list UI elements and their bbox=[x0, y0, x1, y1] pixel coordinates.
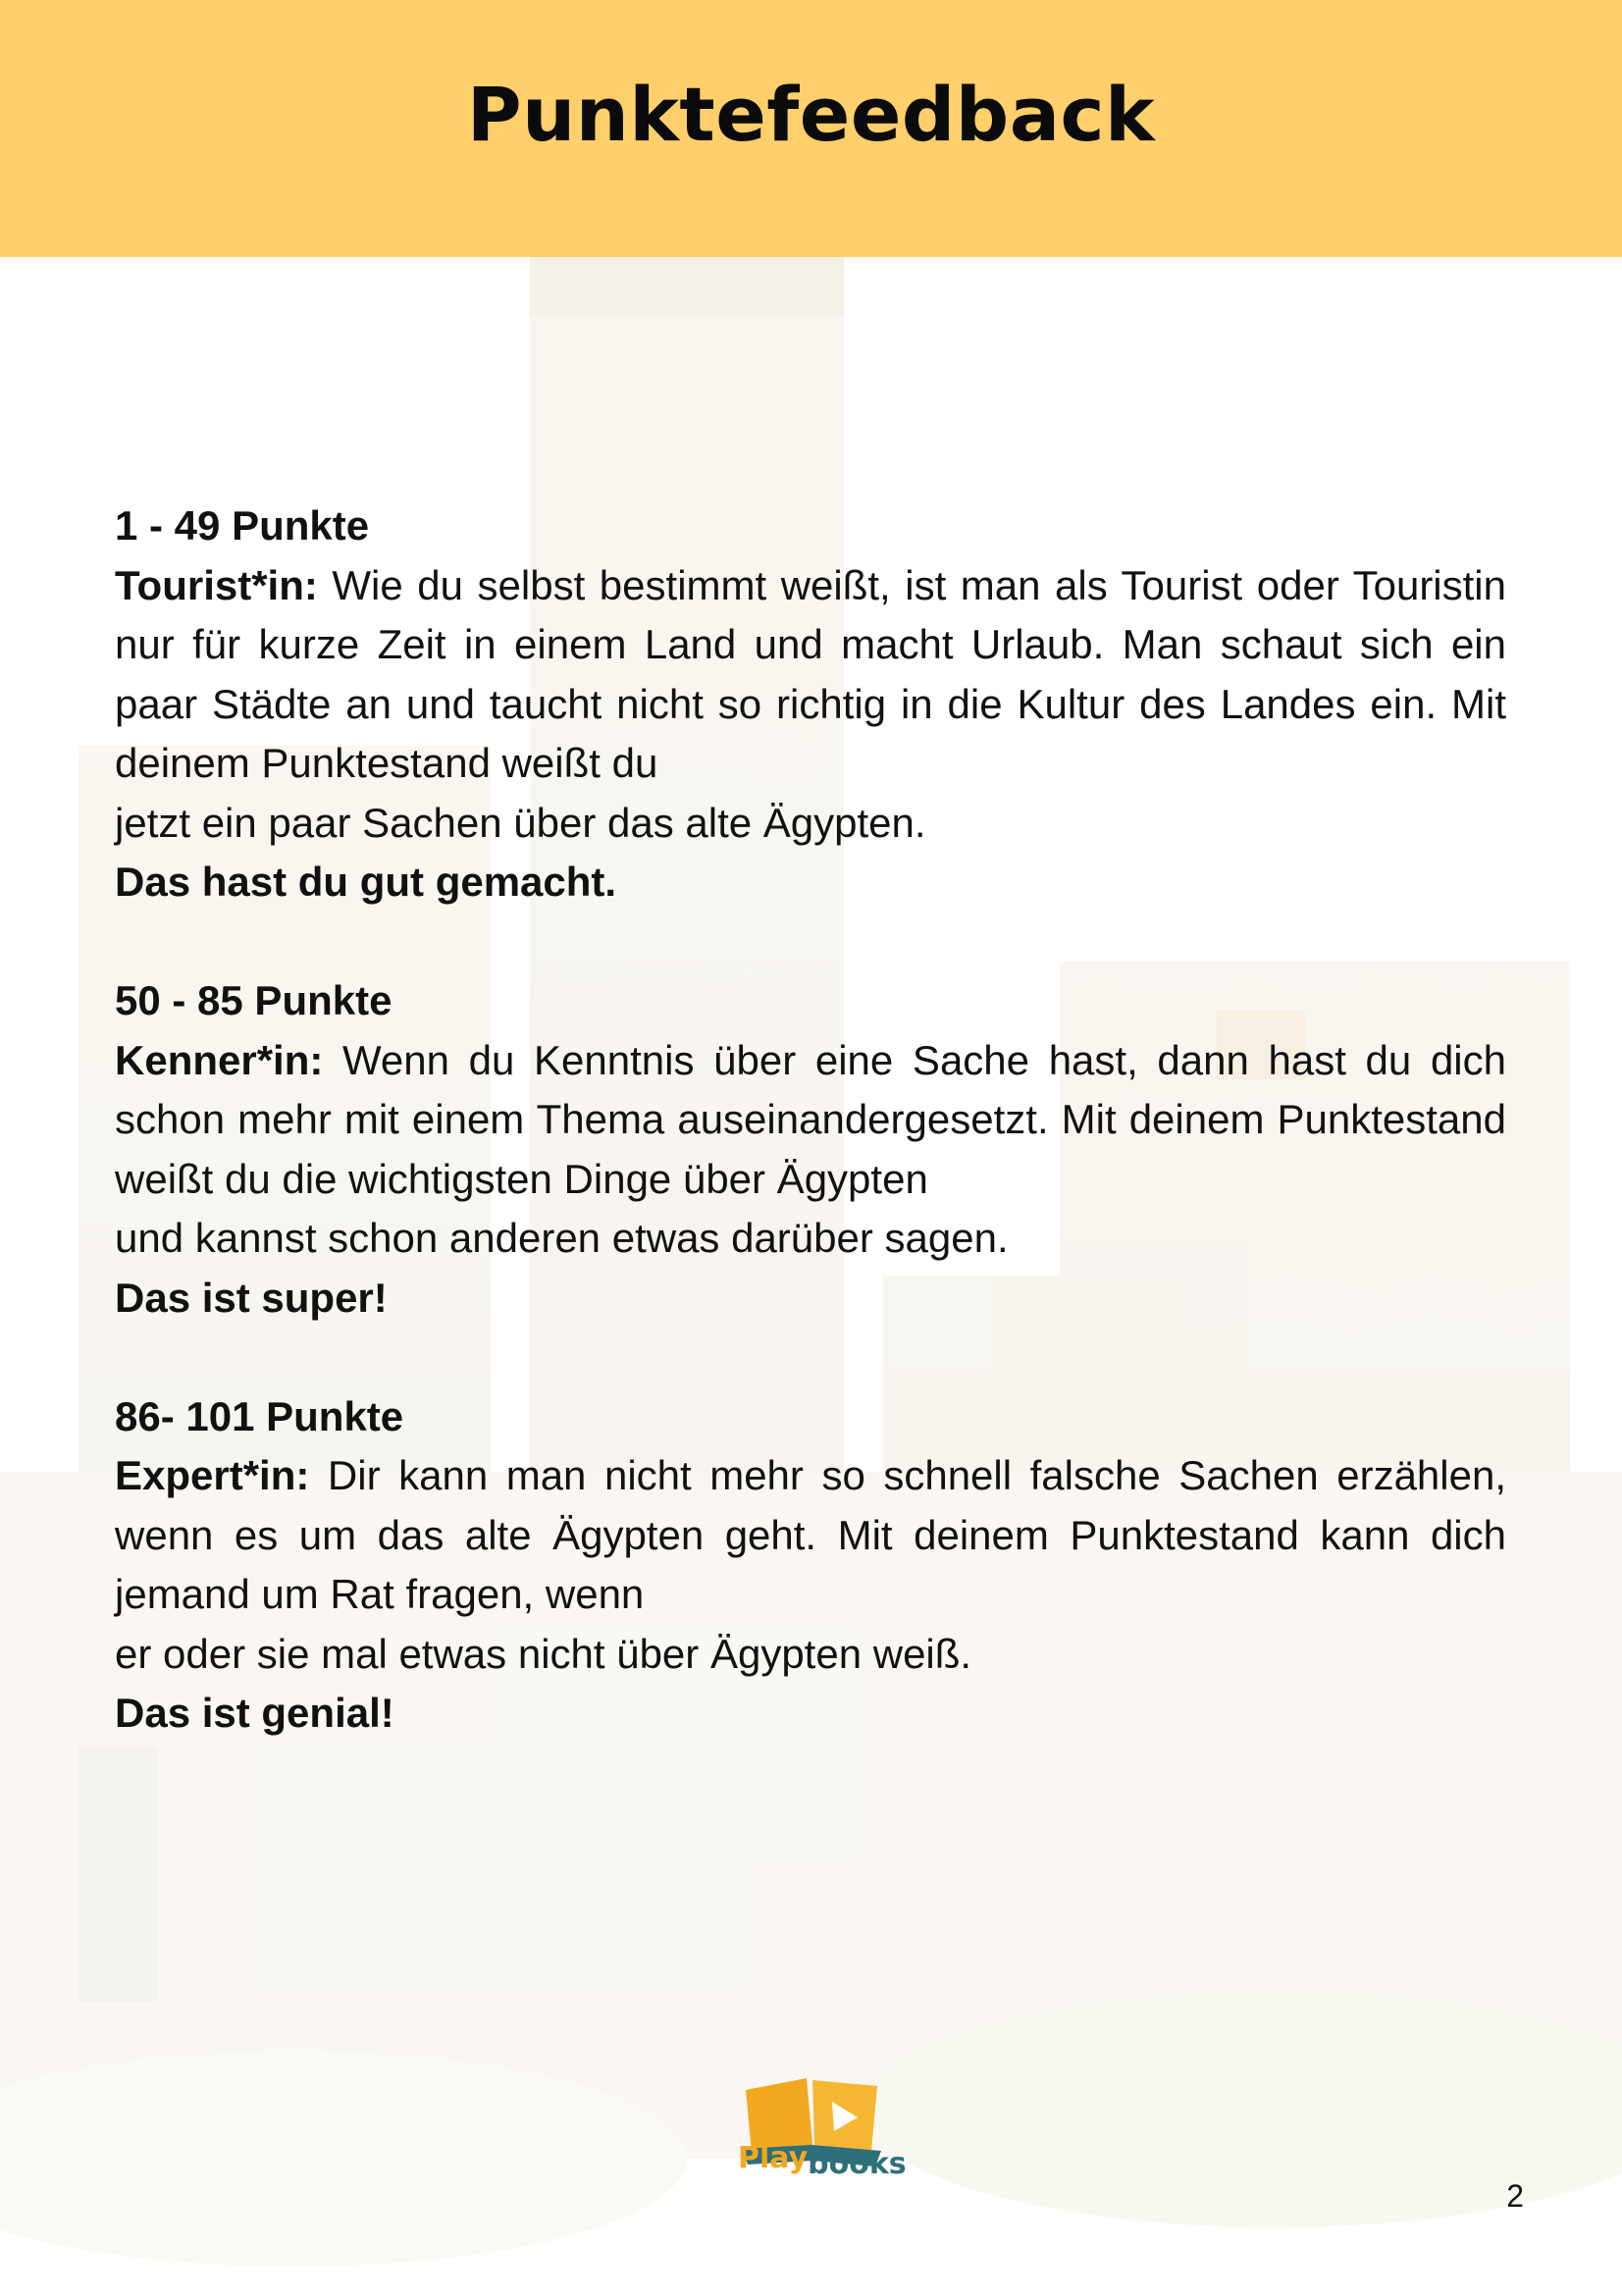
feedback-section-expert bbox=[115, 1387, 1506, 1744]
score-range: 50 - 85 Punkte bbox=[115, 977, 392, 1023]
page-title: Punktefeedback bbox=[466, 71, 1156, 158]
header-banner bbox=[0, 0, 1622, 257]
feedback-content bbox=[115, 496, 1506, 1802]
feedback-section-tourist bbox=[115, 496, 1506, 913]
praise-text: Das ist super! bbox=[115, 1274, 388, 1321]
logo-books-text: books bbox=[808, 2147, 907, 2181]
role-label: Kenner*in: bbox=[115, 1036, 324, 1083]
feedback-paragraph bbox=[115, 1031, 1506, 1269]
logo-wordmark bbox=[738, 2141, 907, 2181]
feedback-section-kenner bbox=[115, 971, 1506, 1328]
score-range: 86- 101 Punkte bbox=[115, 1392, 404, 1439]
feedback-paragraph bbox=[115, 1446, 1506, 1684]
feedback-text-tail: er oder sie mal etwas nicht über Ägypten weiß. bbox=[115, 1630, 972, 1677]
role-label: Expert*in: bbox=[115, 1452, 310, 1498]
score-range: 1 - 49 Punkte bbox=[115, 502, 370, 548]
page-number: 2 bbox=[1506, 2178, 1524, 2214]
praise-text: Das hast du gut gemacht. bbox=[115, 859, 617, 905]
role-label: Tourist*in: bbox=[115, 561, 318, 608]
feedback-text: Dir kann man nicht mehr so schnell falsche Sachen erzählen, wenn es um das alte Ägypten geht. Mit deinem Punktestand kann dich jemand um Rat fragen, wenn bbox=[115, 1452, 1506, 1617]
praise-text: Das ist genial! bbox=[115, 1690, 394, 1736]
feedback-paragraph bbox=[115, 556, 1506, 854]
feedback-text: Wie du selbst bestimmt weißt, ist man als Tourist oder Touristin nur für kurze Zeit in einem Land und macht Urlaub. Man schaut sich ein paar Städte an und taucht nicht so richtig in die Kultur des Landes ein. Mit deinem Punktestand weißt du bbox=[115, 561, 1506, 786]
feedback-text: Wenn du Kenntnis über eine Sache hast, dann hast du dich schon mehr mit einem Thema auseinandergesetzt. Mit deinem Punktestand weißt du die wichtigsten Dinge über Ägypten bbox=[115, 1036, 1506, 1202]
logo-play-text: Play bbox=[738, 2141, 809, 2175]
feedback-text-tail: und kannst schon anderen etwas darüber sagen. bbox=[115, 1215, 1009, 1261]
feedback-text-tail: jetzt ein paar Sachen über das alte Ägypten. bbox=[115, 799, 926, 846]
